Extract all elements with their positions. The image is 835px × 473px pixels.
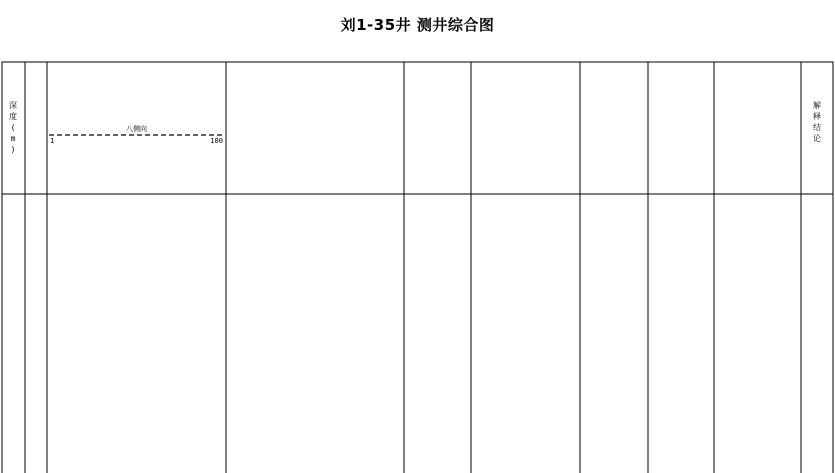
interpretation-column-label: 解 <box>813 101 821 110</box>
plot-frame <box>2 62 833 473</box>
header-0-0-min: 1 <box>50 137 55 145</box>
depth-column-label: ( <box>10 123 16 132</box>
interpretation-column-label: 结 <box>813 123 821 132</box>
depth-column-label: 度 <box>9 112 17 121</box>
header-0-0-max: 100 <box>210 137 223 145</box>
chart-title: 刘1-35井 测井综合图 <box>340 16 495 34</box>
depth-column-label: ) <box>10 145 16 154</box>
header-0-0-name: 八侧向 <box>126 125 147 133</box>
interpretation-column-label: 释 <box>813 112 821 121</box>
depth-column-label: 深 <box>9 101 17 110</box>
interpretation-column-label: 论 <box>813 134 821 143</box>
depth-column-label: m <box>10 134 16 143</box>
